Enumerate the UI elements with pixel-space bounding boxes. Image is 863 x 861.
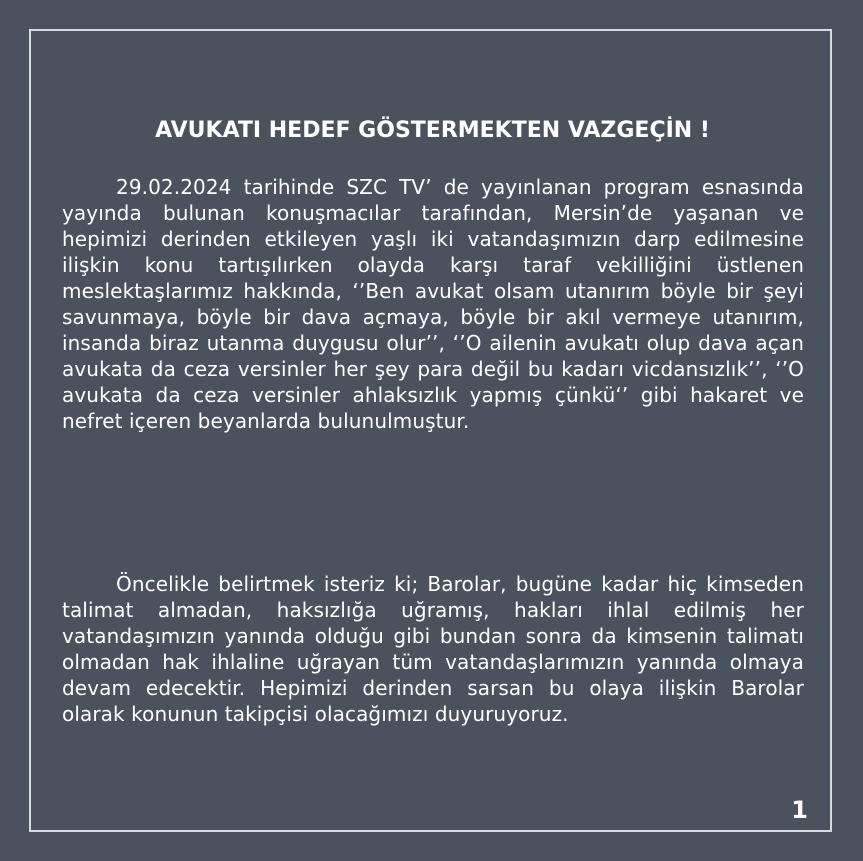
paragraph-second: Öncelikle belirtmek isteriz ki; Barolar, bugüne kadar hiç kimseden talimat almadan, haksızlığa uğramış, hakları ihlal edilmiş her vatandaşımızın yanında olduğu gibi bundan sonra da kimsenin talimatı olmadan hak ihlaline uğrayan tüm vatandaşlarımızın yanında olmaya devam edecektir. Hepimizi derinden sarsan bu olaya ilişkin Barolar olarak konunun takipçisi olacağımızı duyuruyoruz. (62, 572, 804, 726)
document-frame (29, 29, 832, 832)
paragraph-first: 29.02.2024 tarihinde SZC TV’ de yayınlanan program esnasında yayında bulunan konuşmacılar tarafından, Mersin’de yaşanan ve hepimizi derinden etkileyen yaşlı iki vatandaşımızın darp edilmesine ilişkin konu tartışılırken olayda karşı taraf vekilliğini üstlenen meslektaşlarımız hakkında, ‘’Ben avukat olsam utanırım böyle bir şeyi savunmaya, böyle bir dava açmaya, böyle bir akıl vermeye utanırım, insanda biraz utanma duygusu olur’’, ‘’O ailenin avukatı olup dava açan avukata da ceza versinler her şey para değil bu kadarı vicdansızlık’’, ‘’O avukata da ceza versinler ahlaksızlık yapmış çünkü‘’ gibi hakaret ve nefret içeren beyanlarda bulunulmuştur. (62, 175, 804, 433)
page-number: 1 (791, 796, 808, 824)
document-title: AVUKATI HEDEF GÖSTERMEKTEN VAZGEÇİN ! (155, 118, 710, 143)
